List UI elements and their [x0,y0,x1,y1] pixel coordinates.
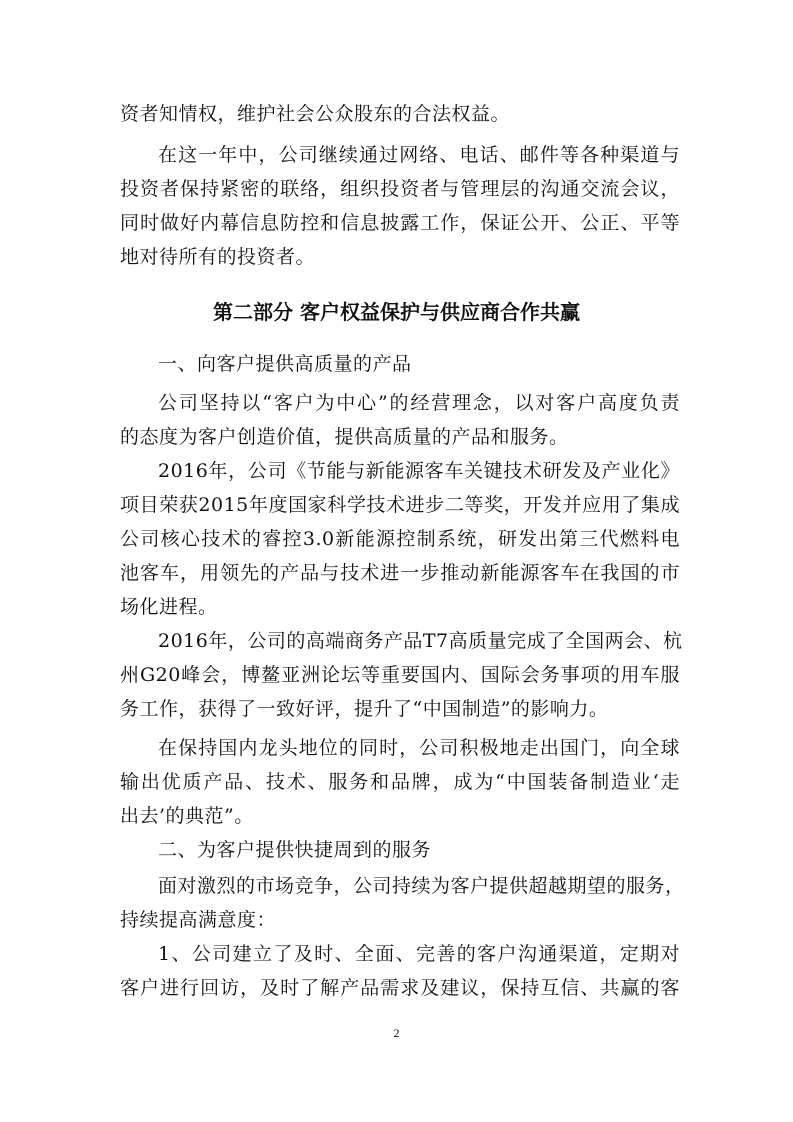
paragraph-line: 持续提高满意度： [120,909,277,931]
paragraph-line: 在这一年中，公司继续通过网络、电话、邮件等各种渠道与 [158,144,680,166]
paragraph-line: 项目荣获2015年度国家科学技术进步二等奖，开发并应用了集成 [120,494,680,516]
paragraph-line: 池客车，用领先的产品与技术进一步推动新能源客车在我国的市 [120,562,680,584]
subsection-heading: 一、向客户提供高质量的产品 [158,353,412,375]
paragraph-line: 投资者保持紧密的联络，组织投资者与管理层的沟通交流会议， [120,178,680,200]
paragraph-line: 1、公司建立了及时、全面、完善的客户沟通渠道，定期对 [158,943,680,965]
paragraph-line: 输出优质产品、技术、服务和品牌，成为“中国装备制造业‘走 [120,771,680,793]
paragraph-line: 务工作，获得了一致好评，提升了“中国制造”的影响力。 [120,698,609,720]
paragraph-line: 资者知情权，维护社会公众股东的合法权益。 [120,103,511,125]
paragraph-line: 的态度为客户创造价值，提供高质量的产品和服务。 [120,426,569,448]
paragraph-line: 客户进行回访，及时了解产品需求及建议，保持互信、共赢的客 [120,977,680,999]
paragraph-line: 地对待所有的投资者。 [120,246,316,268]
page-number: 2 [393,1026,400,1040]
paragraph-line: 场化进程。 [120,596,218,618]
paragraph-line: 公司坚持以“客户为中心”的经营理念，以对客户高度负责 [158,392,680,414]
paragraph-line: 2016年，公司《节能与新能源客车关键技术研发及产业化》 [158,460,680,482]
paragraph-line: 公司核心技术的睿控3.0新能源控制系统，研发出第三代燃料电 [120,528,680,550]
paragraph-line: 2016年，公司的高端商务产品T7高质量完成了全国两会、杭 [158,630,683,652]
paragraph-line: 州G20峰会，博鳌亚洲论坛等重要国内、国际会务事项的用车服 [120,664,680,686]
paragraph-line: 出去’的典范”。 [120,805,254,827]
paragraph-line: 同时做好内幕信息防控和信息披露工作，保证公开、公正、平等 [120,212,680,234]
section-heading: 第二部分 客户权益保护与供应商合作共赢 [213,300,580,324]
paragraph-line: 在保持国内龙头地位的同时，公司积极地走出国门，向全球 [158,737,680,759]
paragraph-line: 面对激烈的市场竞争，公司持续为客户提供超越期望的服务， [158,875,685,897]
subsection-heading: 二、为客户提供快捷周到的服务 [158,839,432,861]
